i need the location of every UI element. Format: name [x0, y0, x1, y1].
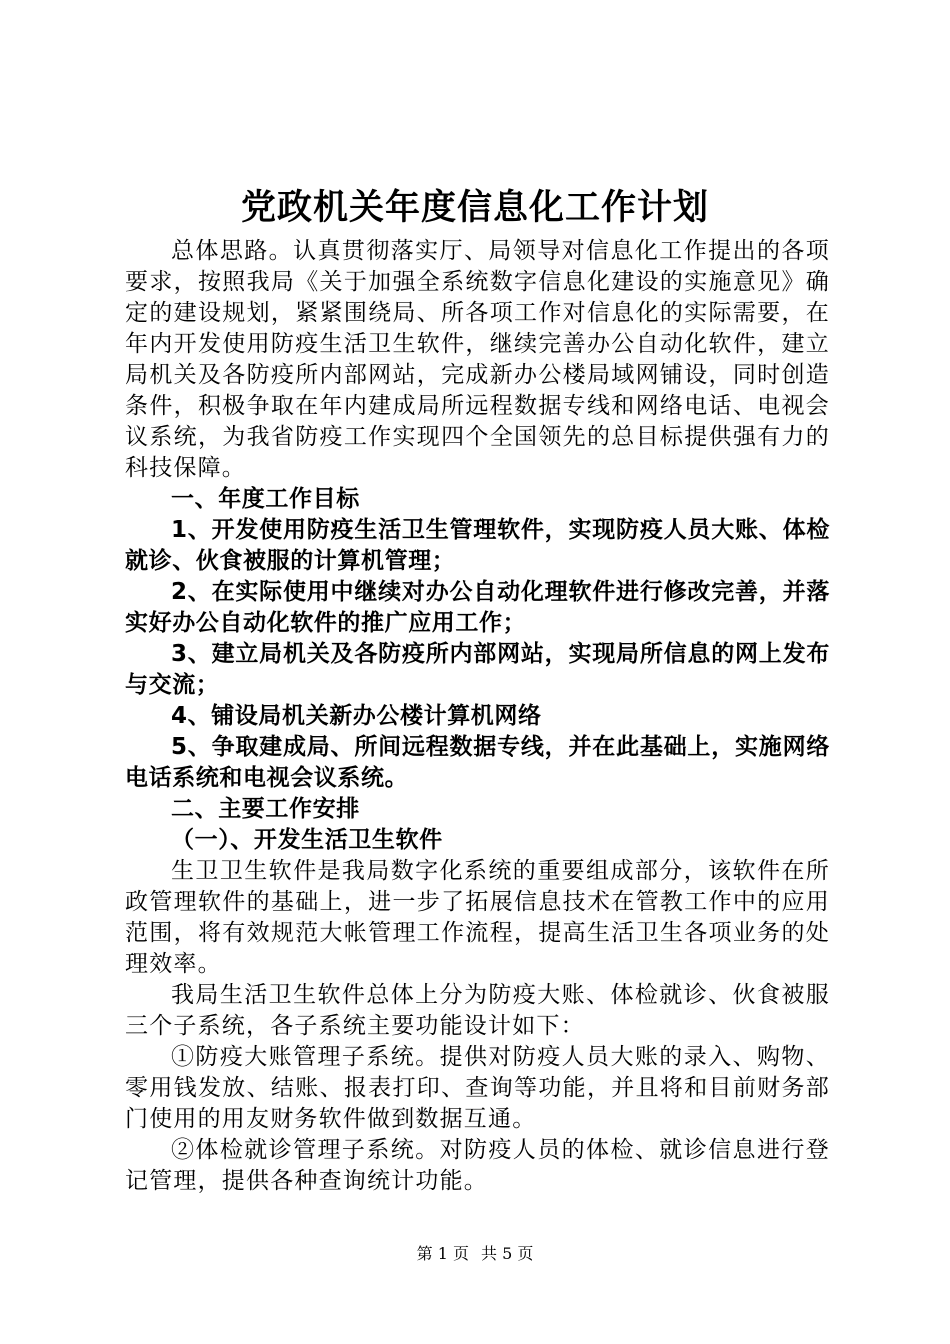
subsection-heading-software: （一）、开发生活卫生软件 — [171, 827, 443, 853]
goal-item-1: 1、开发使用防疫生活卫生管理软件，实现防疫人员大账、体检就诊、伙食被服的计算机管理； — [125, 517, 830, 574]
paragraph-software-intro: 生卫卫生软件是我局数字化系统的重要组成部分，该软件在所政管理软件的基础上，进一步了拓展信息技术在管教工作中的应用范围，将有效规范大帐管理工作流程，提高生活卫生各项业务的处理效率。 — [125, 858, 830, 977]
section-heading-annual-goals: 一、年度工作目标 — [171, 486, 360, 512]
page-footer — [0, 1244, 950, 1264]
paragraph-overall-approach: 总体思路。认真贯彻落实厅、局领导对信息化工作提出的各项要求，按照我局《关于加强全系统数字信息化建设的实施意见》确定的建设规划，紧紧围绕局、所各项工作对信息化的实际需要，在年内开发使用防疫生活卫生软件，继续完善办公自动化软件，建立局机关及各防疫所内部网站，完成新办公楼局域网铺设，同时创造条件，积极争取在年内建成局所远程数据专线和网络电话、电视会议系统，为我省防疫工作实现四个全国领先的总目标提供强有力的科技保障。 — [125, 238, 830, 481]
subsystem-item-accounts: ①防疫大账管理子系统。提供对防疫人员大账的录入、购物、零用钱发放、结账、报表打印、查询等功能，并且将和目前财务部门使用的用友财务软件做到数据互通。 — [125, 1044, 830, 1132]
goal-item-3: 3、建立局机关及各防疫所内部网站，实现局所信息的网上发布与交流； — [125, 641, 830, 698]
section-heading-work-arrangements: 二、主要工作安排 — [171, 796, 360, 822]
paragraph-subsystems: 我局生活卫生软件总体上分为防疫大账、体检就诊、伙食被服三个子系统，各子系统主要功能设计如下： — [125, 982, 830, 1039]
document-body — [125, 236, 830, 1197]
goal-item-5: 5、争取建成局、所间远程数据专线，并在此基础上，实施网络电话系统和电视会议系统。 — [125, 734, 830, 791]
goal-item-4: 4、铺设局机关新办公楼计算机网络 — [171, 703, 542, 729]
page-total: 共 5 页 — [481, 1244, 534, 1263]
page-number: 第 1 页 — [416, 1244, 469, 1263]
document-title: 党政机关年度信息化工作计划 — [240, 188, 709, 228]
goal-item-2: 2、在实际使用中继续对办公自动化理软件进行修改完善，并落实好办公自动化软件的推广应用工作； — [125, 579, 830, 636]
subsystem-item-medical: ②体检就诊管理子系统。对防疫人员的体检、就诊信息进行登记管理，提供各种查询统计功能。 — [125, 1137, 830, 1194]
